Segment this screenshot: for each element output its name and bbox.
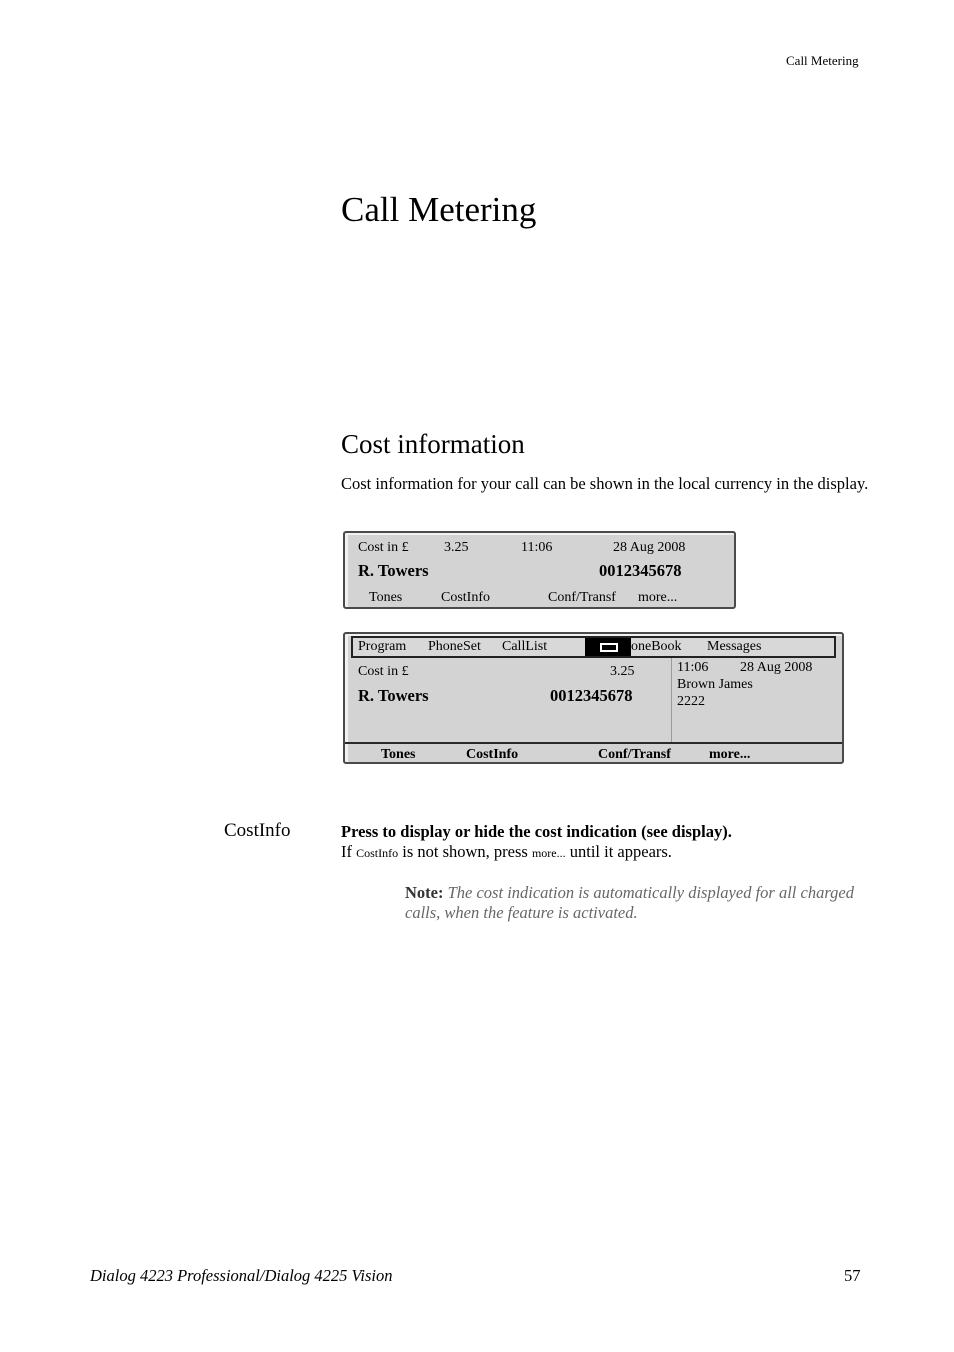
key-costinfo: CostInfo	[356, 846, 399, 860]
softkey-tones: Tones	[369, 590, 403, 605]
envelope-icon	[600, 643, 618, 652]
caller-number: 0012345678	[599, 561, 682, 580]
contact-number: 2222	[677, 694, 705, 709]
contact-name: Brown James	[677, 677, 753, 692]
cost-label: Cost in £	[358, 664, 409, 679]
cost-value: 3.25	[610, 664, 635, 679]
display-menu-bar	[351, 636, 836, 658]
display-time: 11:06	[521, 540, 553, 555]
cost-value: 3.25	[444, 540, 469, 555]
note-text: The cost indication is automatically displayed for all charged calls, when the feature is activated.	[405, 883, 854, 922]
phone-display-1	[343, 531, 736, 609]
display-date: 28 Aug 2008	[740, 660, 813, 675]
softkey-costinfo: CostInfo	[441, 590, 490, 605]
page-number: 57	[844, 1266, 861, 1285]
caller-name: R. Towers	[358, 686, 429, 705]
menu-phonebook: oneBook	[631, 639, 682, 654]
caller-number: 0012345678	[550, 686, 633, 705]
display-divider	[671, 658, 672, 743]
softkey-more: more...	[709, 747, 751, 762]
softkey-conf-transf: Conf/Transf	[598, 747, 671, 762]
page-title: Call Metering	[341, 190, 537, 229]
phone-display-2	[343, 632, 844, 764]
softkey-costinfo: CostInfo	[466, 747, 519, 762]
softkey-tones: Tones	[381, 747, 416, 762]
instruction-text: Press to display or hide the cost indication (see display).	[341, 822, 732, 841]
intro-paragraph: Cost information for your call can be shown in the local currency in the display.	[341, 474, 869, 493]
menu-calllist: CallList	[502, 639, 548, 654]
running-header: Call Metering	[786, 53, 859, 68]
softkey-more: more...	[638, 590, 678, 605]
section-title: Cost information	[341, 429, 525, 459]
display-time: 11:06	[677, 660, 709, 675]
footer-title: Dialog 4223 Professional/Dialog 4225 Vision	[90, 1266, 393, 1285]
instruction-term: CostInfo	[224, 820, 291, 841]
softkey-divider	[345, 742, 842, 744]
note	[405, 883, 855, 923]
key-more: more...	[531, 846, 566, 860]
caller-name: R. Towers	[358, 561, 429, 580]
instruction-subtext: If CostInfo is not shown, press more... until it appears.	[341, 842, 672, 861]
cost-label: Cost in £	[358, 540, 409, 555]
menu-messages: Messages	[707, 639, 762, 654]
softkey-conf-transf: Conf/Transf	[548, 590, 616, 605]
note-label: Note:	[405, 883, 444, 902]
menu-phoneset: PhoneSet	[428, 639, 481, 654]
display-date: 28 Aug 2008	[613, 540, 686, 555]
menu-selection-highlight	[585, 638, 631, 656]
menu-program: Program	[358, 639, 407, 654]
